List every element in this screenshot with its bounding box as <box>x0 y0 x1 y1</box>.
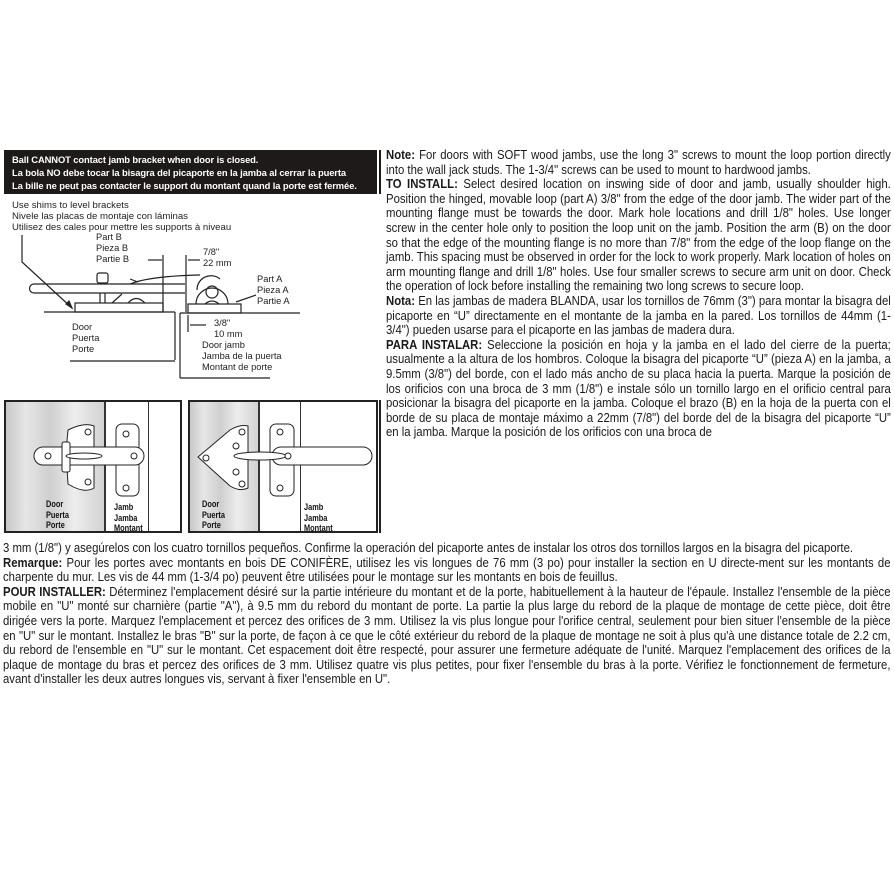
divider-bar <box>379 150 381 194</box>
es-note-paragraph: Nota: En las jambas de madera BLANDA, usar los tornillos de 76mm (3") para montar la bisagra del picaporte en “U” directamente en el montante de la jamba en la pared. Los tornillos de 44mm (1-3/4") pueden usarse para el picaporte en las jambas de madera dura. <box>386 292 891 338</box>
warning-banner <box>4 150 377 194</box>
en-note-paragraph: Note: For doors with SOFT wood jambs, use the long 3" screws to mount the loop portion directly into the wall jack studs. The 1-3/4" screws can be used to mount to hardwood jambs. <box>386 147 891 177</box>
divider-bar <box>379 400 381 533</box>
gap-7-8-label: 7/8" 22 mm <box>203 247 232 268</box>
es-install-continued: 3 mm (1/8") y asegúrelos con los cuatro tornillos pequeños. Confirme la operación del picaporte antes de instalar los otros dos tornillos largos en la bisagra del picaporte. <box>3 540 854 555</box>
shims-note-es: Nivele las placas de montaje con láminas <box>12 211 188 222</box>
shims-note-fr: Utilisez des cales pour mettre les supports à niveau <box>12 222 232 233</box>
photo-panel-open <box>188 400 378 533</box>
shims-note-en: Use shims to level brackets <box>12 200 129 211</box>
warning-line-es: La bola NO debe tocar la bisagra del picaporte en la jamba al cerrar la puerta <box>12 167 346 178</box>
part-a-label: Part A Pieza A Partie A <box>257 274 290 306</box>
door-label-closed: Door Puerta Porte <box>46 499 69 530</box>
es-install-paragraph: PARA INSTALAR: Seleccione la posición en hoja y la jamba en el lado del cierre de la puerta; usualmente a la altura de los hombros. Coloque la bisagra del picaporte “U” (pieza A) en la jamba, a 9.5mm (3/8") del borde, con el lado más ancho de su placa hacia la puerta. Marque la posición de los orificios con una broca de 3 mm (1/8") e instale sólo un tornillo largo en el orificio central para posicionar la bisagra del picaporte en la jamba. Coloque el brazo (B) en la hoja de la puerta con el borde de su placa de montaje máximo a 22mm (7/8") del borde del de la bisagra del picaporte “U” en la jamba. Marque la posición de los orificios con una broca de <box>386 336 891 440</box>
door-guard-closed-icon <box>6 402 182 533</box>
fr-note-paragraph: Remarque: Pour les portes avec montants en bois DE CONIFÈRE, utilisez les vis longues de 76 mm (3 po) pour installer la section en U directe-ment sur les montants de charpente du mur. Les vis de 44 mm (1-3/4 po) peuvent être utilisées pour le montage sur les montants en bois de feuillus. <box>3 554 891 585</box>
jamb-label-closed: Jamb Jamba Montant <box>114 502 143 533</box>
warning-line-fr: La bille ne peut pas contacter le support du montant quand la porte est fermée. <box>12 180 357 191</box>
instructions-right-column <box>386 148 891 440</box>
photo-panel-closed <box>4 400 182 533</box>
en-install-paragraph: TO INSTALL: Select desired location on inswing side of door and jamb, usually shoulder high. Position the hinged, movable loop (part A) 3/8" from the edge of the door jamb. The wider part of the mounting flange must be towards the door. Mark hole locations and drill 1/8" holes. Use longer screw in the center hole only to position the loop unit on the jamb. Position the arm (B) on the door so that the edge of the mounting flange is no more than 7/8" from the edge of the loop flange on the jamb. This spacing must be observed in order for the lock to work properly. Mark location of holes on arm mounting flange and drill 1/8" holes. Use four smaller screws to secure arm unit on door. Check the operation of lock before installing the remaining two long screws to secure loop. <box>386 176 891 294</box>
installation-diagram <box>0 230 380 390</box>
side-view-drawing <box>0 230 380 390</box>
door-jamb-label: Door jamb Jamba de la puerta Montant de porte <box>202 340 282 372</box>
shims-note <box>12 200 231 233</box>
door-label: Door Puerta Porte <box>72 322 100 354</box>
instructions-full-width <box>3 541 891 687</box>
warning-line-en: Ball CANNOT contact jamb bracket when door is closed. <box>12 154 259 165</box>
gap-3-8-label: 3/8" 10 mm <box>214 318 243 339</box>
door-label-open: Door Puerta Porte <box>202 499 225 530</box>
jamb-label-open: Jamb Jamba Montant <box>304 502 333 533</box>
part-b-label: Part B Pieza B Partie B <box>96 232 130 264</box>
fr-install-paragraph: POUR INSTALLER: Déterminez l'emplacement désiré sur la partie intérieure du montant et de la porte, habituellement à la hauteur de l'épaule. Installez l'ensemble de la pièce mobile en "U" monté sur charnière (partie "A"), à 9.5 mm du rebord du montant de porte. La partie la plus large du rebord de la plaque de montage de cette pièce, doit être dirigée vers la porte. Marquez l'emplacement et percez des orifices de 3 mm. Utilisez la vis plus longue pour l'orifice central, seulement pour bien situer l'ensemble de la pièce en "U" sur le montant. Installez le bras "B" sur la porte, de façon à ce que le côté extérieur du rebord de la plaque de montage ne soit à plus qu'à une distance totale de 2.2 cm, du rebord de l'ensemble en "U" sur le montant. Cet espacement doit être respecté, pour assurer une fermeture adéquate de l'unité. Marquez l'emplacement des orifices de la plaque de montage du bras et percez des orifices de 3 mm. Utilisez quatre vis plus petites, pour fixer l'ensemble du bras à la porte. Vérifiez le fonctionnement de fermeture, avant d'installer les deux autres longues vis, servant à fixer l'ensemble en U". <box>3 583 891 687</box>
